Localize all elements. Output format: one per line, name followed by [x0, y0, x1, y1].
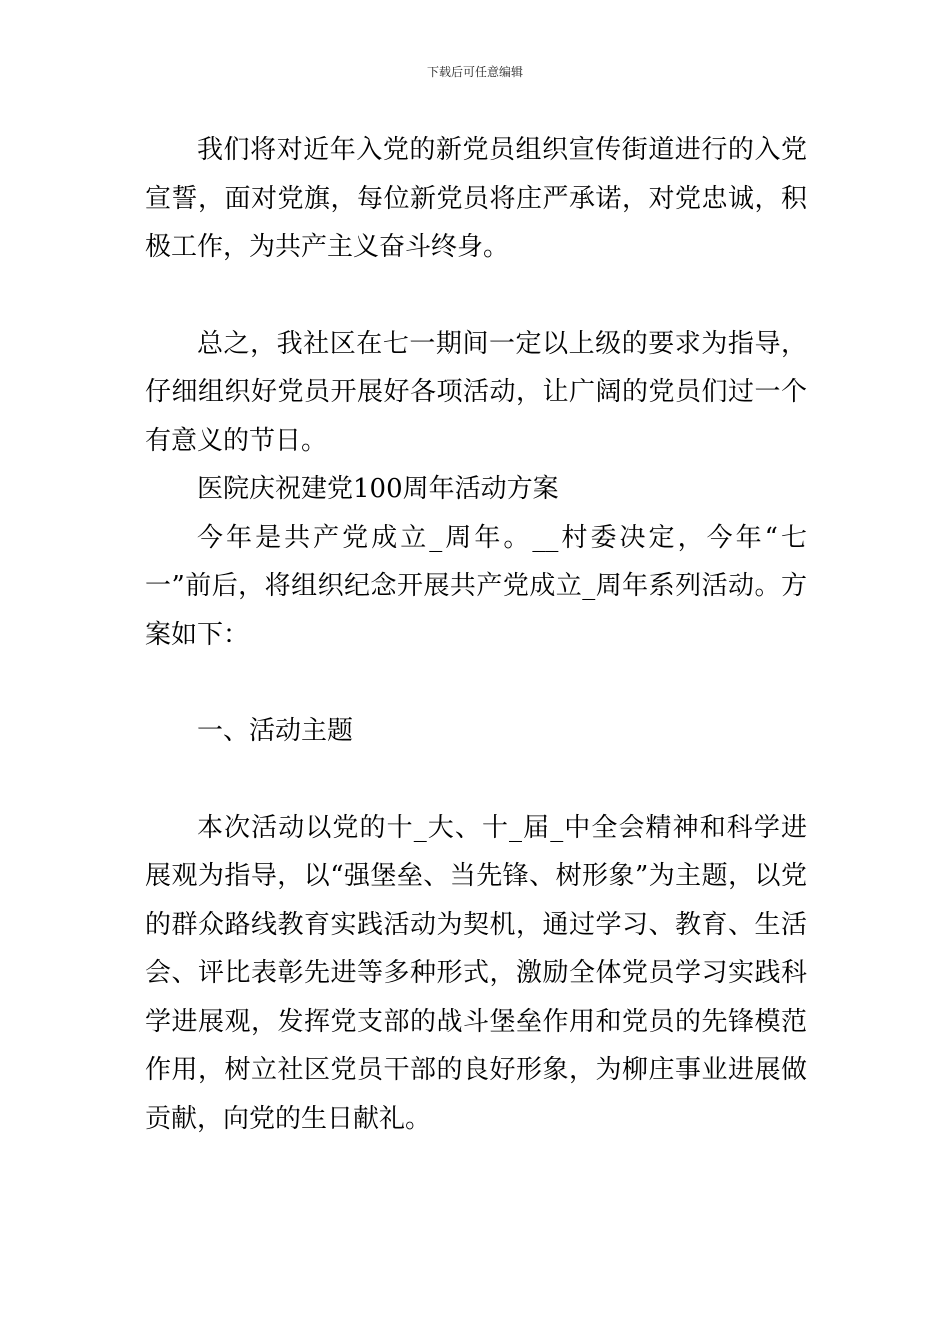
document-body	[145, 126, 807, 1143]
paragraph-gap	[145, 756, 807, 804]
paragraph-gap	[145, 272, 807, 320]
paragraph-oath: 我们将对近年入党的新党员组织宣传街道进行的入党宣誓，面对党旗，每位新党员将庄严承诺，对党忠诚，积极工作，为共产主义奋斗终身。	[145, 135, 807, 262]
paragraph-gap	[145, 659, 807, 707]
paragraph-theme-body: 本次活动以党的十_大、十_届_中全会精神和科学进展观为指导，以“强堡垒、当先锋、树形象”为主题，以党的群众路线教育实践活动为契机，通过学习、教育、生活会、评比表彰先进等多种形式，激励全体党员学习实践科学进展观，发挥党支部的战斗堡垒作用和党员的先锋模范作用，树立社区党员干部的良好形象，为柳庄事业进展做贡献，向党的生日献礼。	[145, 812, 807, 1134]
heading-activity-theme: 一、活动主题	[197, 716, 354, 746]
paragraph-summary: 总之，我社区在七一期间一定以上级的要求为指导，仔细组织好党员开展好各项活动，让广阔的党员们过一个有意义的节日。	[145, 328, 807, 456]
paragraph-intro: 今年是共产党成立_周年。__村委决定，今年“七一”前后，将组织纪念开展共产党成立_周年系列活动。方案如下：	[145, 522, 807, 650]
section-title: 医院庆祝建党100周年活动方案	[197, 474, 559, 504]
page-header-note: 下载后可任意编辑	[426, 65, 523, 79]
